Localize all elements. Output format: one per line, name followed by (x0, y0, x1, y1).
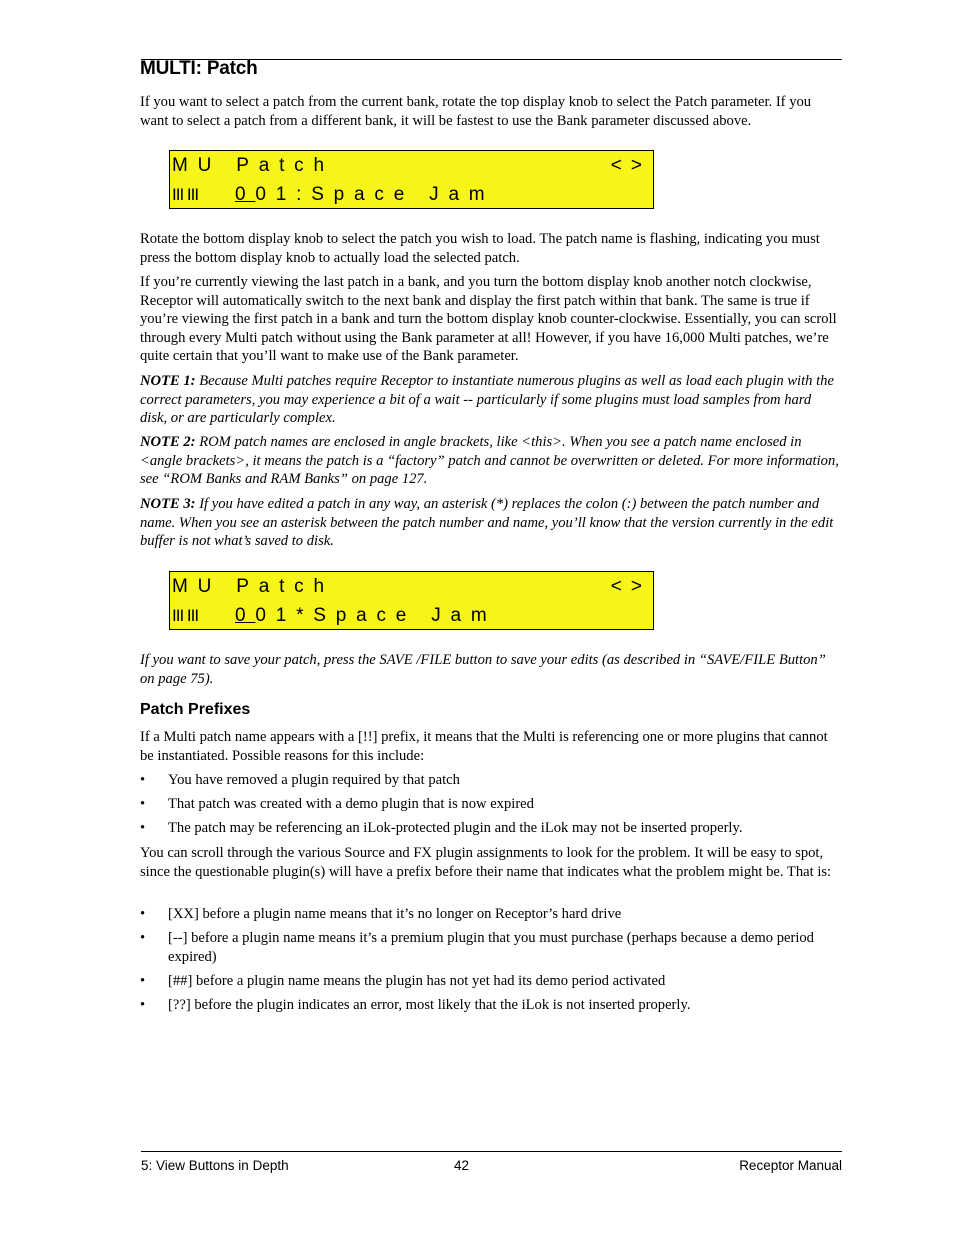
lcd-patch-name: 01:Space Jam (255, 184, 495, 205)
bullet: • (140, 929, 146, 946)
prefixes-list (140, 905, 842, 1020)
lcd-display-1 (169, 150, 654, 209)
list-item (140, 819, 842, 838)
footer-page-number: 42 (454, 1158, 470, 1173)
list-item (140, 972, 842, 991)
list-item-text: The patch may be referencing an iLok-protected plugin and the iLok may not be inserted properly. (168, 819, 743, 836)
list-item-text: [--] before a plugin name means it’s a premium plugin that you must purchase (perhaps because a demo period expired) (168, 929, 814, 965)
list-item-text: [??] before the plugin indicates an error, most likely that the iLok is not inserted properly. (168, 996, 691, 1013)
save-note-text: If you want to save your patch, press the SAVE /FILE button to save your edits (as described in “SAVE/FILE Button” on page 75). (140, 652, 826, 687)
note-1 (140, 372, 842, 428)
note-3-label: NOTE 3: (140, 496, 196, 512)
list-item (140, 795, 842, 814)
footer-manual-title: Receptor Manual (739, 1158, 842, 1173)
note-2-text: ROM patch names are enclosed in angle brackets, like <this>. When you see a patch name enclosed in <angle brackets>, it means the patch is a “factory” patch and cannot be overwritten or deleted. For more information, see “ROM Banks and RAM Banks” on page 127. (140, 434, 839, 488)
lcd-cursor-digit: 0 (235, 184, 256, 205)
list-item-text: That patch was created with a demo plugin that is now expired (168, 795, 534, 812)
note-1-label: NOTE 1: (140, 373, 196, 389)
list-item (140, 996, 842, 1015)
list-item-text: [##] before a plugin name means the plugin has not yet had its demo period activated (168, 972, 666, 989)
bullet: • (140, 795, 146, 812)
list-item-text: [XX] before a plugin name means that it’s no longer on Receptor’s hard drive (168, 906, 622, 922)
footer-chapter: 5: View Buttons in Depth (141, 1158, 289, 1173)
list-item-text: You have removed a plugin required by that patch (168, 772, 460, 788)
lcd-cursor-digit: 0 (235, 605, 256, 626)
scroll-paragraph: If you’re currently viewing the last patch in a bank, and you turn the bottom display knob another notch clockwise, Receptor will automatically switch to the next bank and display the first patch within that bank. The same is true if you’re viewing the first patch in a bank and turn the bottom display knob counter-clockwise. Essentially, you can scroll through every Multi patch without using the Bank parameter at all! However, if you have 16,000 Multi patches, we’re quite certain that you’ll want to make use of the Bank parameter. (140, 274, 837, 365)
footer-rule (141, 1151, 842, 1152)
lcd-display-2 (169, 571, 654, 630)
note-2 (140, 433, 842, 489)
save-note (140, 651, 842, 688)
lcd-arrows: <> (610, 155, 651, 176)
note-2-label: NOTE 2: (140, 434, 196, 450)
bullet: • (140, 819, 146, 836)
lcd-bars: III III (172, 606, 199, 625)
prefix-intro: If a Multi patch name appears with a [!!] prefix, it means that the Multi is referencing one or more plugins that cannot be instantiated. Possible reasons for this include: (140, 729, 828, 764)
lcd-line1-text: MU Patch (172, 155, 334, 176)
bullet: • (140, 772, 146, 788)
rotate-paragraph: Rotate the bottom display knob to select the patch you wish to load. The patch name is flashing, indicating you must press the bottom display knob to actually load the selected patch. (140, 231, 820, 266)
list-item (140, 905, 842, 924)
subheading-patch-prefixes: Patch Prefixes (140, 701, 251, 718)
bullet: • (140, 996, 146, 1013)
note-3-text: If you have edited a patch in any way, an asterisk (*) replaces the colon (:) between the patch number and name. When you see an asterisk between the patch number and name, you’ll know that the version currently in the edit buffer is not what’s saved to disk. (140, 496, 834, 550)
bullet: • (140, 906, 146, 922)
note-3 (140, 495, 842, 551)
intro-paragraph: If you want to select a patch from the current bank, rotate the top display knob to select the Patch parameter. If you want to select a patch from a different bank, it will be fastest to use the Bank parameter discussed above. (140, 94, 812, 129)
lcd-patch-name: 01*Space Jam (255, 605, 497, 626)
section-title: MULTI: Patch (140, 58, 258, 79)
note-1-text: Because Multi patches require Receptor to instantiate numerous plugins as well as load each plugin with the correct parameters, you may experience a bit of a wait -- particularly if some plugins must load samples from hard disk, or are particularly complex. (140, 373, 834, 427)
list-item (140, 929, 842, 966)
lcd-arrows: <> (610, 576, 651, 597)
lcd-bars: III III (172, 185, 199, 204)
list-item (140, 771, 842, 790)
bullet: • (140, 972, 146, 989)
lcd-line1-text: MU Patch (172, 576, 334, 597)
reasons-list (140, 771, 842, 843)
scroll-through-paragraph: You can scroll through the various Source and FX plugin assignments to look for the problem. It will be easy to spot, since the questionable plugin(s) will have a prefix before their name that indicates what the problem might be. That is: (140, 845, 832, 880)
